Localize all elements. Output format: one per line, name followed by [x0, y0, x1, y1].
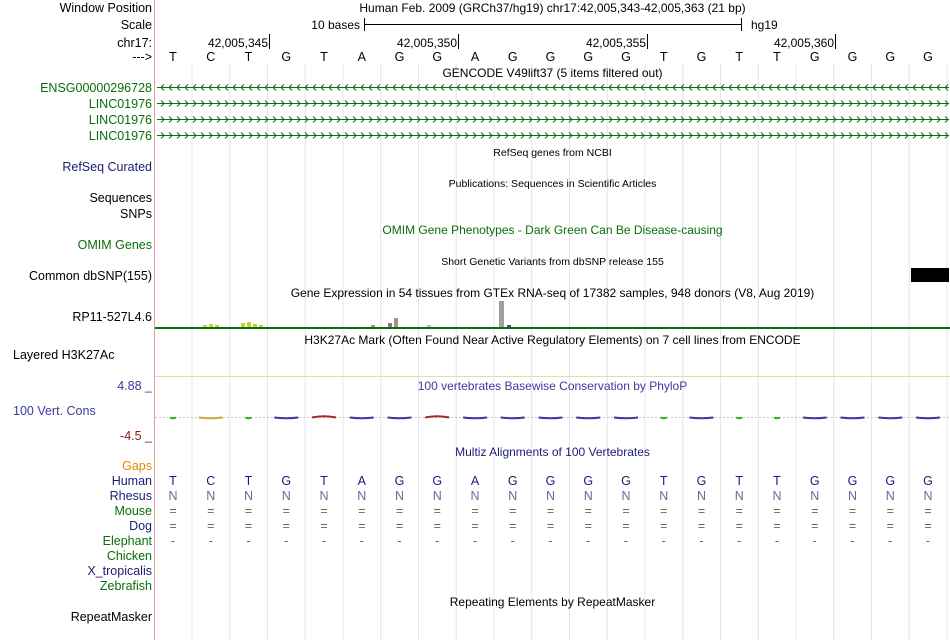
h3k27ac-baseline: [155, 376, 950, 377]
alignment-base: N: [243, 489, 254, 503]
phylop-score-mark: [246, 418, 252, 419]
publications-snps-label[interactable]: SNPs: [120, 207, 152, 221]
window-position-text: Human Feb. 2009 (GRCh37/hg19) chr17:42,005,343-42,005,363 (21 bp): [359, 1, 746, 15]
alignment-base: G: [432, 474, 443, 488]
gene-name-label[interactable]: LINC01976: [88, 129, 152, 143]
dbsnp-track-title: Short Genetic Variants from dbSNP release 155: [441, 256, 664, 268]
alignment-base: =: [169, 504, 177, 518]
alignment-base: G: [809, 474, 820, 488]
species-label[interactable]: Elephant: [102, 534, 152, 548]
base-letter: G: [885, 50, 896, 64]
repeatmasker-track-label[interactable]: RepeatMasker: [70, 610, 152, 624]
alignment-base: =: [244, 504, 253, 518]
alignment-base: -: [284, 534, 289, 548]
alignment-base: G: [696, 474, 707, 488]
alignment-base: =: [433, 504, 441, 518]
alignment-base: C: [206, 474, 216, 488]
base-letter: C: [206, 50, 216, 64]
base-letter: T: [773, 50, 781, 64]
alignment-base: =: [207, 504, 215, 518]
alignment-base: N: [734, 489, 744, 503]
alignment-base: =: [773, 519, 781, 533]
alignment-base: -: [812, 534, 817, 548]
alignment-base: T: [169, 474, 177, 488]
alignment-base: =: [320, 504, 328, 518]
gene-name-label[interactable]: LINC01976: [88, 113, 152, 127]
alignment-base: =: [358, 504, 366, 518]
alignment-base: -: [548, 534, 553, 548]
gtex-expression-bars[interactable]: [155, 300, 950, 331]
alignment-base: =: [697, 519, 706, 533]
phylop-score-mark: [916, 418, 940, 419]
h3k27ac-track-title: H3K27Ac Mark (Often Found Near Active Regulatory Elements) on 7 cell lines from ENCODE: [304, 333, 801, 347]
alignment-base: =: [924, 519, 932, 533]
alignment-base: =: [282, 519, 290, 533]
species-label[interactable]: X_tropicalis: [87, 564, 152, 578]
phylop-score-mark: [803, 418, 827, 419]
phylop-track-title: 100 vertebrates Basewise Conservation by PhyloP: [417, 379, 688, 393]
phylop-score-mark: [501, 418, 525, 419]
alignment-base: =: [697, 504, 706, 518]
phylop-score-mark: [350, 418, 374, 419]
alignment-base: -: [170, 534, 176, 548]
alignment-base: =: [320, 519, 328, 533]
phylop-score-mark: [690, 418, 714, 419]
base-letter: T: [735, 50, 744, 64]
alignment-base: =: [584, 519, 592, 533]
phylop-score-mark: [878, 418, 902, 419]
alignment-base: =: [509, 519, 517, 533]
base-letter: T: [169, 50, 177, 64]
alignment-base: T: [735, 474, 744, 488]
alignment-base: -: [774, 534, 780, 548]
alignment-base: =: [886, 519, 894, 533]
alignment-base: N: [470, 489, 480, 503]
alignment-base: =: [848, 504, 857, 518]
gtex-gene-label[interactable]: RP11-527L4.6: [72, 310, 152, 324]
chromosome-label: chr17:: [117, 36, 152, 50]
multiz-track-title: Multiz Alignments of 100 Vertebrates: [455, 445, 650, 459]
alignment-base: G: [885, 474, 896, 488]
phylop-score-mark: [388, 418, 412, 419]
phylop-score-mark: [736, 418, 742, 419]
alignment-base: G: [507, 474, 518, 488]
alignment-base: A: [357, 474, 366, 488]
alignment-base: =: [282, 504, 290, 518]
phylop-score-mark: [841, 418, 865, 419]
alignment-base: =: [546, 504, 555, 518]
alignment-base: N: [281, 489, 291, 503]
phylop-score-mark: [425, 416, 449, 417]
alignment-base: =: [546, 519, 555, 533]
alignment-base: =: [886, 504, 894, 518]
alignment-base: G: [545, 474, 556, 488]
base-letter: T: [659, 50, 668, 64]
species-label[interactable]: Rhesus: [109, 489, 152, 503]
gencode-track-title: GENCODE V49lift37 (5 items filtered out): [442, 66, 663, 80]
species-label[interactable]: Zebrafish: [99, 579, 152, 593]
alignment-base: -: [737, 534, 742, 548]
alignment-base: =: [811, 519, 819, 533]
phylop-score-mark: [274, 418, 298, 419]
base-letter: A: [357, 50, 366, 64]
alignment-base: =: [924, 504, 932, 518]
alignment-base: -: [321, 534, 327, 548]
alignment-base: -: [397, 534, 402, 548]
gene-name-label[interactable]: ENSG00000296728: [40, 81, 152, 95]
alignment-base: N: [583, 489, 593, 503]
publications-track-title: Publications: Sequences in Scientific Articles: [448, 178, 657, 190]
gtex-track-title: Gene Expression in 54 tissues from GTEx RNA-seq of 17382 samples, 948 donors (V8, Aug 2019): [290, 286, 815, 300]
dbsnp-track-label[interactable]: Common dbSNP(155): [29, 269, 152, 283]
alignment-base: -: [510, 534, 515, 548]
alignment-base: =: [735, 504, 743, 518]
omim-track-title: OMIM Gene Phenotypes - Dark Green Can Be Disease-causing: [382, 223, 723, 237]
alignment-base: =: [433, 519, 441, 533]
repeatmasker-track-title: Repeating Elements by RepeatMasker: [449, 595, 656, 609]
alignment-base: N: [923, 489, 933, 503]
base-letter: T: [244, 50, 253, 64]
alignment-base: -: [208, 534, 213, 548]
base-letter: G: [394, 50, 405, 64]
alignment-base: T: [773, 474, 781, 488]
base-letter: G: [507, 50, 518, 64]
snp-feature[interactable]: [911, 268, 949, 282]
scale-bases-text: 10 bases: [311, 18, 360, 32]
publications-sequences-label[interactable]: Sequences: [89, 191, 152, 205]
alignment-base: -: [435, 534, 440, 548]
alignment-base: -: [472, 534, 478, 548]
alignment-base: -: [661, 534, 666, 548]
window-position-label: Window Position: [59, 1, 152, 15]
phylop-score-mark: [539, 418, 563, 419]
alignment-base: =: [735, 519, 743, 533]
alignment-base: =: [207, 519, 215, 533]
alignment-base: G: [621, 474, 631, 488]
alignment-base: =: [622, 519, 630, 533]
alignment-base: N: [885, 489, 895, 503]
alignment-base: -: [359, 534, 364, 548]
phylop-score-mark: [170, 418, 176, 419]
scale-bar: [364, 24, 742, 25]
position-label: 42,005,360: [773, 36, 834, 50]
alignment-base: N: [772, 489, 782, 503]
base-letter: G: [696, 50, 707, 64]
alignment-base: A: [470, 474, 480, 488]
gene-name-label[interactable]: LINC01976: [88, 97, 152, 111]
position-tick: [647, 34, 648, 49]
alignment-base: G: [583, 474, 594, 488]
base-letter: G: [923, 50, 933, 64]
species-label[interactable]: Dog: [129, 519, 152, 533]
position-label: 42,005,355: [585, 36, 646, 50]
alignment-base: =: [471, 519, 479, 533]
gaps-label: Gaps: [122, 459, 152, 473]
alignment-base: T: [244, 474, 253, 488]
base-letter: G: [583, 50, 594, 64]
base-letter: T: [320, 50, 328, 64]
alignment-base: =: [169, 519, 177, 533]
base-letter: G: [847, 50, 858, 64]
position-label: 42,005,345: [207, 36, 268, 50]
alignment-base: -: [925, 534, 931, 548]
position-tick: [458, 34, 459, 49]
phylop-score-mark: [463, 418, 487, 419]
alignment-base: =: [660, 504, 668, 518]
alignment-base: -: [623, 534, 629, 548]
alignment-base: N: [621, 489, 631, 503]
phylop-max-label: 4.88 _: [117, 379, 152, 393]
gene-transcript[interactable]: [157, 98, 949, 109]
phylop-min-label: -4.5 _: [120, 429, 152, 443]
phylop-score-mark: [199, 418, 223, 419]
alignment-base: N: [508, 489, 518, 503]
base-letter: G: [621, 50, 631, 64]
gene-transcript[interactable]: [157, 114, 949, 125]
position-tick: [835, 34, 836, 49]
base-letter: G: [809, 50, 820, 64]
alignment-base: -: [586, 534, 591, 548]
alignment-base: -: [888, 534, 893, 548]
gene-transcript[interactable]: [157, 82, 949, 93]
alignment-base: T: [659, 474, 668, 488]
alignment-base: =: [660, 519, 668, 533]
alignment-base: =: [358, 519, 366, 533]
alignment-base: N: [810, 489, 820, 503]
alignment-base: =: [622, 504, 630, 518]
alignment-base: N: [357, 489, 367, 503]
scale-bar-right-tick: [741, 18, 742, 31]
alignment-base: T: [320, 474, 328, 488]
alignment-base: N: [847, 489, 858, 503]
phylop-score-mark: [576, 418, 600, 419]
alignment-base: N: [206, 489, 216, 503]
h3k27ac-track-label[interactable]: Layered H3K27Ac: [13, 348, 115, 362]
species-label[interactable]: Human: [111, 474, 152, 488]
base-letter: G: [281, 50, 292, 64]
phylop-wiggle[interactable]: [155, 410, 950, 426]
gene-transcript[interactable]: [157, 130, 949, 141]
strand-direction-label: --->: [132, 50, 152, 64]
alignment-base: =: [848, 519, 857, 533]
position-label: 42,005,350: [396, 36, 457, 50]
base-letter: A: [470, 50, 480, 64]
species-label[interactable]: Mouse: [114, 504, 152, 518]
refseq-track-label[interactable]: RefSeq Curated: [62, 160, 152, 174]
alignment-base: =: [811, 504, 819, 518]
alignment-base: G: [847, 474, 858, 488]
base-letter: G: [432, 50, 443, 64]
base-letter: G: [545, 50, 556, 64]
phylop-score-mark: [774, 418, 780, 419]
refseq-track-title: RefSeq genes from NCBI: [493, 147, 612, 159]
phylop-score-mark: [614, 418, 638, 419]
alignment-base: N: [432, 489, 442, 503]
alignment-base: -: [699, 534, 704, 548]
alignment-base: =: [773, 504, 781, 518]
alignment-base: N: [319, 489, 329, 503]
omim-track-label[interactable]: OMIM Genes: [77, 238, 152, 252]
alignment-base: =: [471, 504, 479, 518]
alignment-base: G: [394, 474, 405, 488]
alignment-base: G: [281, 474, 292, 488]
alignment-base: =: [584, 504, 592, 518]
phylop-track-label[interactable]: 100 Vert. Cons: [13, 404, 96, 418]
phylop-score-mark: [661, 418, 667, 419]
alignment-base: =: [395, 504, 404, 518]
alignment-base: N: [696, 489, 707, 503]
alignment-base: =: [509, 504, 517, 518]
position-tick: [269, 34, 270, 49]
alignment-base: =: [244, 519, 253, 533]
scale-label: Scale: [120, 18, 152, 32]
alignment-base: N: [394, 489, 405, 503]
species-label[interactable]: Chicken: [106, 549, 152, 563]
alignment-base: -: [850, 534, 855, 548]
alignment-base: N: [659, 489, 669, 503]
assembly-label: hg19: [751, 18, 778, 32]
alignment-base: =: [395, 519, 404, 533]
alignment-base: -: [246, 534, 251, 548]
alignment-base: N: [545, 489, 556, 503]
alignment-base: N: [168, 489, 178, 503]
alignment-base: G: [923, 474, 933, 488]
